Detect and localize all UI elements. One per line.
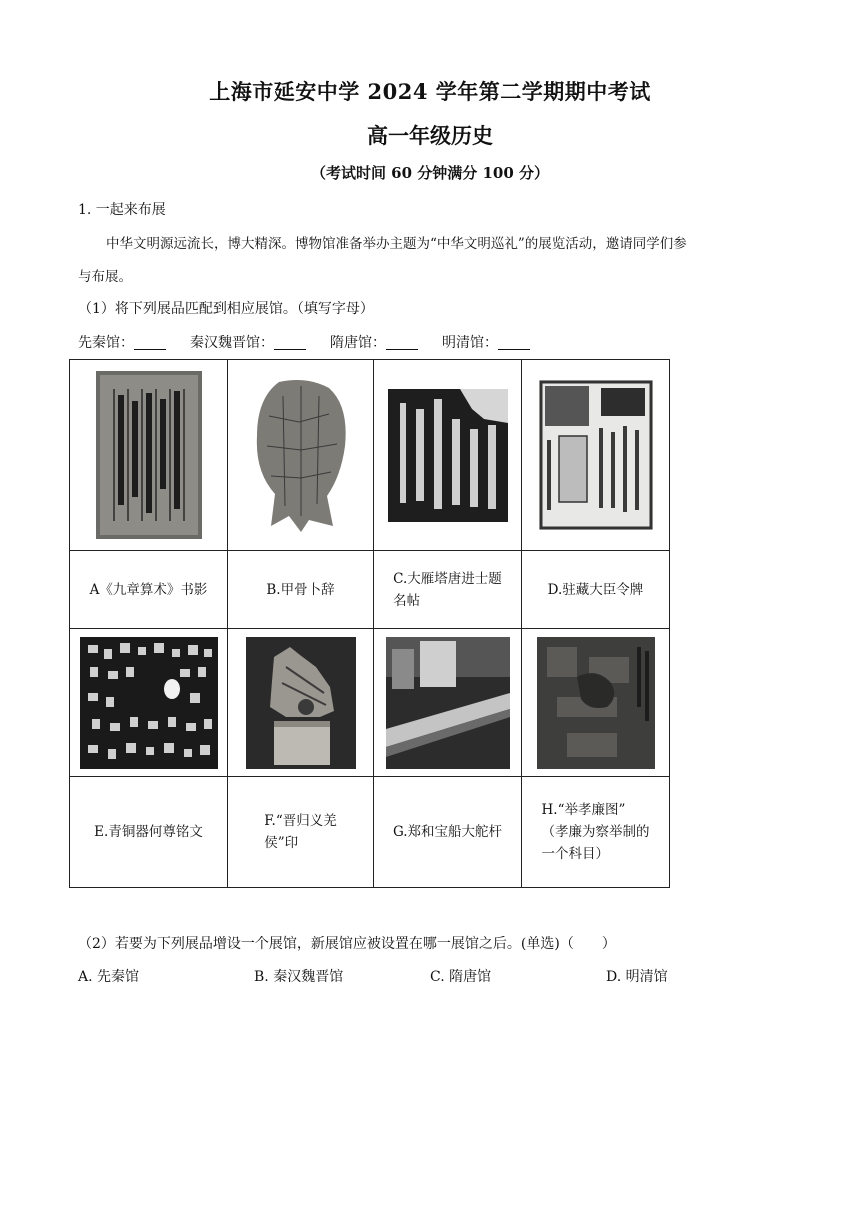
blank-mingqing <box>442 332 530 352</box>
exhibit-image-g <box>374 629 522 777</box>
option-d[interactable]: D. 明清馆 <box>606 969 668 985</box>
bronze-seal-image <box>246 637 356 769</box>
intro-line-1: 中华文明源远流长，博大精深。博物馆准备举办主题为“中华文明巡礼”的展览活动，邀请同学们参 <box>106 236 687 252</box>
bronze-inscription-image <box>80 637 218 769</box>
part1-prompt: （1）将下列展品匹配到相应展馆。（填写字母） <box>78 301 374 317</box>
oracle-bone-image <box>249 376 353 534</box>
caption-h <box>522 777 670 888</box>
exhibit-image-b <box>228 360 374 551</box>
answer-blank[interactable] <box>386 335 418 350</box>
rudder-post-image <box>386 637 510 769</box>
blank-label: 明清馆： <box>442 335 498 351</box>
exhibit-image-f <box>228 629 374 777</box>
caption-a <box>70 551 228 629</box>
exhibit-caption <box>534 799 658 865</box>
part2-prompt: （2）若要为下列展品增设一个展馆，新展馆应被设置在哪一展馆之后。(单选)（ ） <box>78 936 616 952</box>
answer-blank[interactable] <box>274 335 306 350</box>
hall-blanks <box>78 332 530 352</box>
blank-xianqin <box>78 332 166 352</box>
option-c[interactable]: C. 隋唐馆 <box>430 969 492 985</box>
painting-image <box>537 637 655 769</box>
caption-line: 一个科目） <box>541 846 609 862</box>
caption-line: 名帖 <box>393 592 421 609</box>
question-heading: 1. 一起来布展 <box>78 202 166 218</box>
caption-line: （孝廉为察举制的 <box>541 824 650 840</box>
stele-rubbing-image <box>388 389 508 522</box>
caption-d <box>522 551 670 629</box>
exam-subtitle: 高一年级历史 <box>367 123 493 148</box>
exhibit-caption: G.郑和宝船大舵杆 <box>392 824 503 840</box>
exhibit-image-d <box>522 360 670 551</box>
book-page-image <box>96 371 202 539</box>
answer-blank[interactable] <box>498 335 530 350</box>
exhibit-image-c <box>374 360 522 551</box>
exhibit-image-e <box>70 629 228 777</box>
blank-label: 先秦馆： <box>78 335 134 351</box>
blank-label: 秦汉魏晋馆： <box>190 335 274 351</box>
caption-e <box>70 777 228 888</box>
exam-title: 上海市延安中学 2024 学年第二学期期中考试 <box>209 79 651 104</box>
exhibit-caption <box>256 810 344 854</box>
caption-c <box>374 551 522 629</box>
exhibit-table <box>69 359 670 888</box>
token-document-image <box>539 380 653 530</box>
blank-label: 隋唐馆： <box>330 335 386 351</box>
caption-g <box>374 777 522 888</box>
intro-line-2: 与布展。 <box>78 269 132 285</box>
blank-qinhan <box>190 332 306 352</box>
exhibit-caption <box>385 568 510 612</box>
exam-note: （考试时间 60 分钟满分 100 分） <box>310 164 550 182</box>
blank-suitang <box>330 332 418 352</box>
exhibit-caption: B.甲骨卜辞 <box>266 581 335 598</box>
exhibit-image-h <box>522 629 670 777</box>
exhibit-image-a <box>70 360 228 551</box>
option-b[interactable]: B. 秦汉魏晋馆 <box>254 969 344 985</box>
caption-f <box>228 777 374 888</box>
option-a[interactable]: A. 先秦馆 <box>78 969 140 985</box>
answer-blank[interactable] <box>134 335 166 350</box>
caption-line: H.“举孝廉图” <box>541 802 626 818</box>
exhibit-caption: A《九章算术》书影 <box>89 581 208 598</box>
caption-line: C.大雁塔唐进士题 <box>393 570 502 587</box>
caption-line: F.“晋归义羌 <box>264 813 337 829</box>
caption-b <box>228 551 374 629</box>
exhibit-caption: E.青铜器何尊铭文 <box>94 824 203 840</box>
caption-line: 侯”印 <box>264 835 299 851</box>
exhibit-caption: D.驻藏大臣令牌 <box>547 581 644 598</box>
